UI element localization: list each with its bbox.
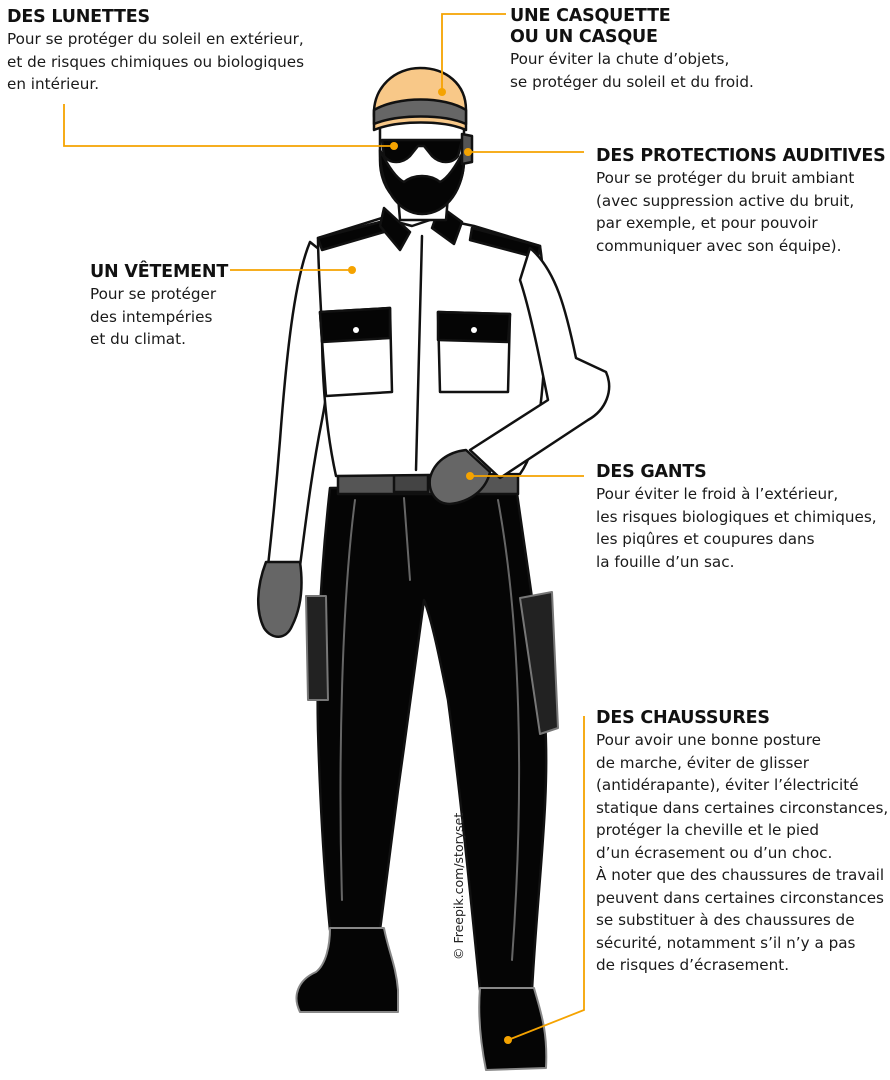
label-chaussures-line: À noter que des chaussures de travail [596, 866, 885, 884]
label-lunettes-title: DES LUNETTES [7, 7, 150, 27]
left-cargo-pocket [306, 596, 328, 700]
leader-lunettes [64, 104, 394, 146]
label-auditives-title: DES PROTECTIONS AUDITIVES [596, 146, 886, 166]
label-vetement-line: et du climat. [90, 330, 186, 348]
label-auditives [596, 146, 886, 257]
label-vetement [90, 262, 230, 351]
image-credit: © Freepik.com/storyset [451, 812, 466, 960]
label-casquette-title-line: OU UN CASQUE [510, 27, 658, 47]
label-chaussures-line: peuvent dans certaines circonstances [596, 888, 884, 907]
label-auditives-line: (avec suppression active du bruit, [596, 191, 855, 210]
label-chaussures-line: (antidérapante), éviter l’électricité [596, 776, 859, 794]
label-chaussures-line: d’un écrasement ou d’un choc. [596, 843, 833, 862]
label-gants-line: Pour éviter le froid à l’extérieur, [596, 485, 839, 503]
label-gants-line: les piqûres et coupures dans [596, 530, 815, 548]
label-casquette-line: Pour éviter la chute d’objets, [510, 50, 730, 68]
label-gants-title: DES GANTS [596, 462, 707, 482]
label-chaussures-line: sécurité, notamment s’il n’y a pas [596, 933, 856, 952]
trousers [318, 486, 547, 990]
label-chaussures-line: Pour avoir une bonne posture [596, 731, 821, 749]
label-auditives-line: communiquer avec son équipe). [596, 236, 842, 255]
label-lunettes [7, 7, 337, 96]
label-auditives-line: par exemple, et pour pouvoir [596, 214, 818, 232]
label-gants-line: la fouille d’un sac. [596, 552, 735, 571]
label-vetement-line: des intempéries [90, 307, 213, 326]
label-vetement-title: UN VÊTEMENT [90, 262, 229, 282]
label-chaussures-line: de marche, éviter de glisser [596, 753, 810, 772]
label-vetement-line: Pour se protéger [90, 285, 217, 303]
label-auditives-line: Pour se protéger du bruit ambiant [596, 169, 855, 187]
label-chaussures-line: se substituer à des chaussures de [596, 911, 855, 929]
label-lunettes-line: en intérieur. [7, 75, 100, 93]
left-pocket-flap [320, 308, 390, 342]
label-casquette-line: se protéger du soleil et du froid. [510, 72, 754, 91]
label-lunettes-line: Pour se protéger du soleil en extérieur, [7, 30, 304, 48]
label-chaussures-title: DES CHAUSSURES [596, 708, 770, 728]
left-boot [297, 928, 398, 1012]
label-chaussures-line: statique dans certaines circonstances, [596, 798, 889, 817]
label-lunettes-line: et de risques chimiques ou biologiques [7, 52, 305, 71]
left-glove [258, 562, 301, 637]
label-chaussures [596, 708, 888, 977]
label-casquette-title-line: UNE CASQUETTE [510, 6, 671, 26]
label-gants-line: les risques biologiques et chimiques, [596, 507, 877, 526]
label-casquette [510, 6, 810, 93]
label-chaussures-line: de risques d’écrasement. [596, 956, 790, 974]
label-gants [596, 462, 886, 573]
label-chaussures-line: protéger la cheville et le pied [596, 821, 820, 839]
